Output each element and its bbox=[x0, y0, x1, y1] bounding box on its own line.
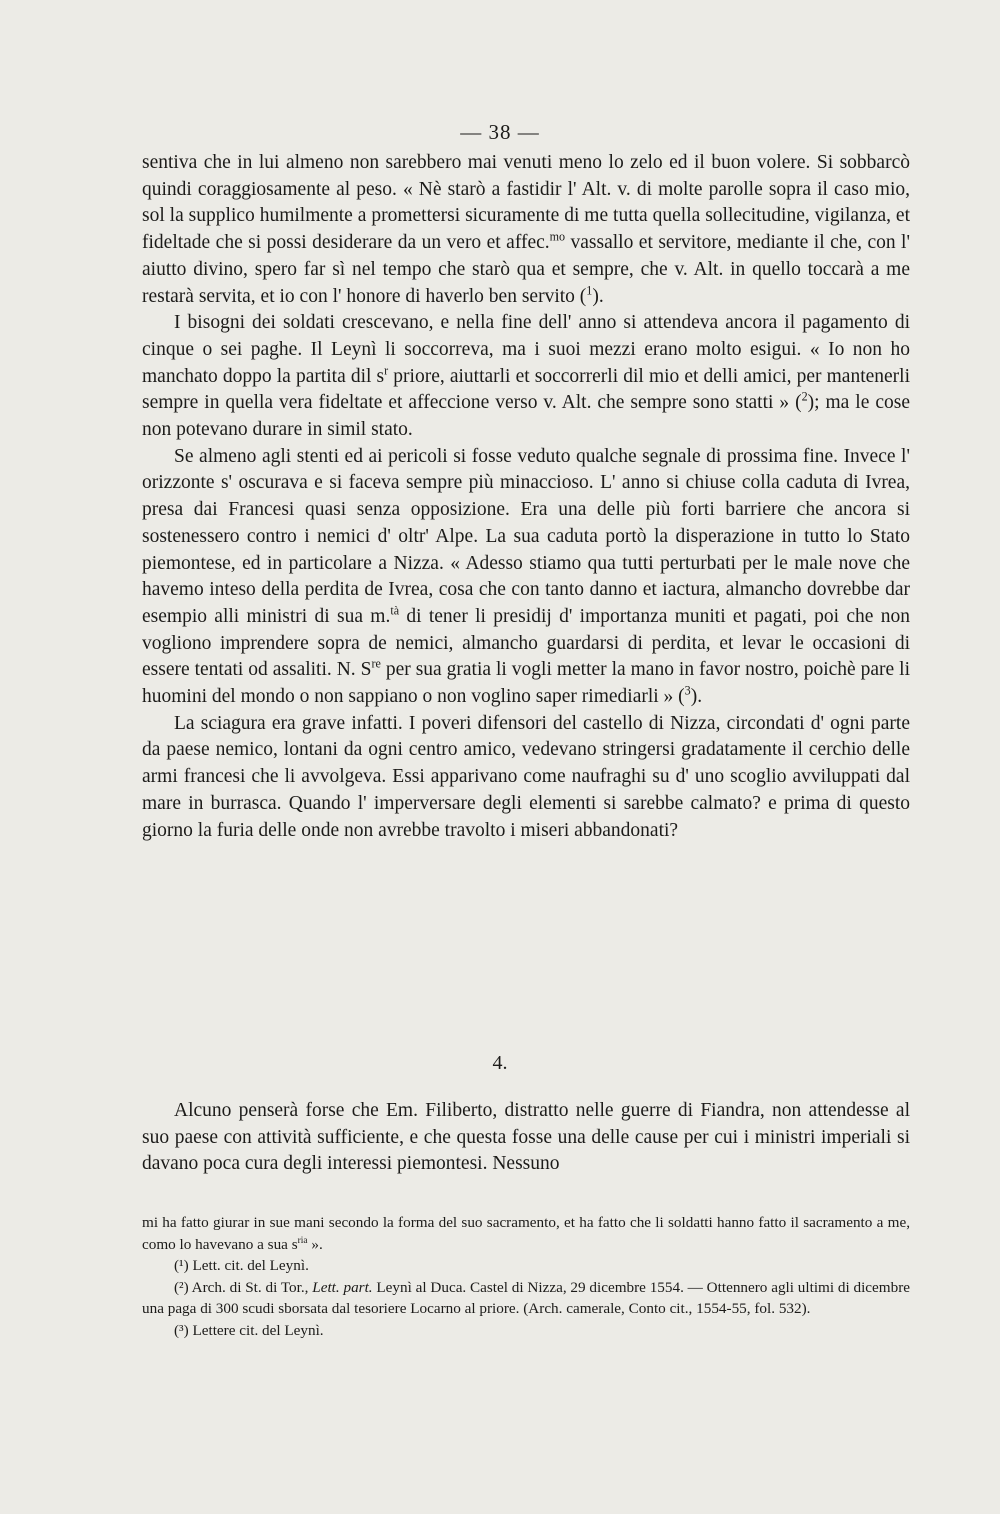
footnote-marker: (³) bbox=[174, 1321, 189, 1339]
footnote-marker: (¹) bbox=[174, 1257, 189, 1274]
paragraph-5: Alcuno penserà forse che Em. Filiberto, distratto nelle guerre di Fiandra, non attendesse al suo paese con attività sufficiente, e che questa fosse una delle cause per cui i ministri imperiali si davano poca cura degli interessi piemontesi. Nessuno bbox=[142, 1100, 910, 1175]
footnote-1: (¹) Lett. cit. del Leynì. bbox=[174, 1257, 309, 1274]
footnote-ref-2: 2 bbox=[801, 389, 808, 404]
page-number: — 38 — bbox=[460, 120, 540, 144]
footnote-ref-1: 1 bbox=[586, 283, 593, 298]
footnote-ref-3: 3 bbox=[684, 683, 691, 698]
abbreviation-superscript: ria bbox=[297, 1235, 308, 1246]
section-number: 4. bbox=[492, 1052, 508, 1074]
paragraph-4: La sciagura era grave infatti. I poveri difensori del castello di Nizza, circondati d' ogni parte da paese nemico, lontani da ogni centro amico, vedevano stringersi gradatamente il cerchio delle armi francesi che li avvolgeva. Essi apparivano come naufraghi su d' uno scoglio avviluppati dal mare in burrasca. Quando l' imperversare degli elementi si sarebbe calmato? e prima di questo giorno la furia delle onde non avrebbe travolto i miseri abbandonati? bbox=[142, 712, 910, 841]
footnote-marker: (²) bbox=[174, 1278, 189, 1296]
section-text bbox=[142, 1098, 910, 1178]
paragraph-3: Se almeno agli stenti ed ai pericoli si fosse veduto qualche segnale di prossima fine. Invece l' orizzonte s' oscurava e si faceva sempre più minaccioso. L' anno si chiuse colla caduta di Ivrea, presa dai Francesi quasi senza opposizione. Era una delle più forti barriere che ancora si sostenessero contro i nemici d' oltr' Alpe. La sua caduta portò la disperazione in tutto lo Stato piemontese, ed in particolare a Nizza. « Adesso stiamo qua tutti perturbati per le male nove che havemo inteso della perdita de Ivrea, cosa che con tanto danno et iactura, almancho dovrebbe dar esempio alli ministri di sua m.$^{tà}$ di tener li presidij d' importanza muniti et pagati, poi che non vogliono imprendere sopra de nemici, almancho guardarsi di perdita, et levar le occasioni di essere tentati od assaliti. N. $S^{re}$ per sua gratia li vogli metter la mano in favor nostro, poichè pare li huomini del mondo o non sappiano o non voglino saper rimediarli » ($^3$). bbox=[142, 445, 910, 708]
abbreviation-superscript: tà bbox=[390, 603, 400, 618]
footnotes bbox=[142, 1212, 910, 1341]
footnote-2: (²) Arch. di St. di Tor., Lett. part. Leynì al Duca. Castel di Nizza, 29 dicembre 1554. — Ottennero agli ultimi di dicembre una paga di 300 scudi sborsata dal tesoriere Locarno al priore. (Arch. camerale, Conto cit., 1554-55, fol. 532). bbox=[142, 1278, 910, 1317]
abbreviation-superscript: mo bbox=[549, 229, 566, 244]
footnote-continuation: mi ha fatto giurar in sue mani secondo la forma del suo sacramento, et ha fatto che li soldatti hanno fatto il sacramento a me, como lo havevano a sua $s^{ria}$ ». bbox=[142, 1214, 910, 1253]
paragraph-1: sentiva che in lui almeno non sarebbero mai venuti meno lo zelo ed il buon volere. Si sobbarcò quindi coraggiosamente al peso. « Nè starò a fastidir l' Alt. v. di molte parolle sopra il caso mio, sol la supplico humilmente a promettersi sicuramente di me tutta quella sollecitudine, vigilanza, et fideltade che si possi desiderare da un vero et affec.$^{mo}$ vassallo et servitore, mediante il che, con l' aiutto divino, spero far sì nel tempo che starò qua et sempre, che v. Alt. in quello toccarà a me restarà servita, et io con l' honore di haverlo ben servito ($^1$). bbox=[142, 152, 910, 307]
abbreviation-superscript: r bbox=[384, 363, 389, 378]
paragraph-2: I bisogni dei soldati crescevano, e nella fine dell' anno si attendeva ancora il pagamento di cinque o sei paghe. Il Leynì li soccorreva, ma i suoi mezzi erano molto esigui. « Io non ho manchato doppo la partita dil $s^r$ priore, aiuttarli et soccorrerli dil mio et delli amici, per mantenerli sempre in quella vera fideltate et affeccione verso v. Alt. che sempre sono statti » ($^2$); ma le cose non potevano durare in simil stato. bbox=[142, 312, 911, 441]
italic-title: Lett. part. bbox=[312, 1278, 373, 1296]
body-text bbox=[142, 150, 910, 844]
footnote-3: (³) Lettere cit. del Leynì. bbox=[174, 1321, 324, 1339]
abbreviation-superscript: re bbox=[371, 656, 381, 671]
